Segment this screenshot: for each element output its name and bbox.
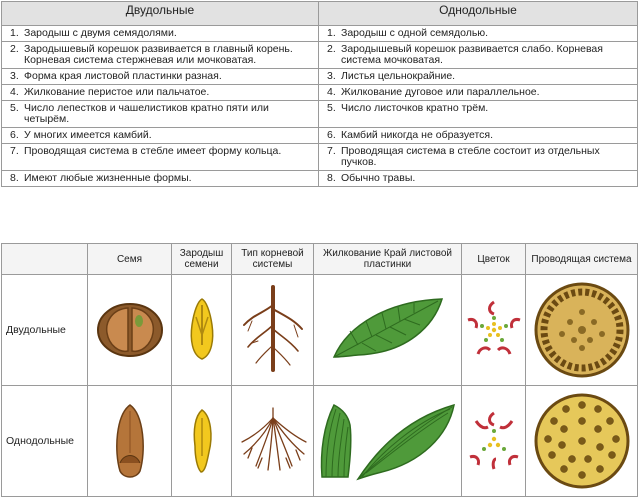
monocot-header: Однодольные [319, 2, 638, 26]
feature-number: 2. [10, 43, 19, 55]
col-seed: Семя [88, 244, 172, 275]
feature-number: 2. [327, 43, 336, 55]
comparison-row [2, 85, 638, 101]
monocot-flower-diagram [462, 409, 526, 473]
taproot-image [238, 285, 308, 375]
monocot-feature-cell [319, 85, 638, 101]
col-vascular-system: Проводящая система [526, 244, 638, 275]
monocot-feature-cell [319, 171, 638, 187]
feature-number: 8. [327, 172, 336, 184]
feature-number: 7. [327, 145, 336, 157]
dicot-embryo-cell [172, 275, 232, 386]
dicot-leaf-cell [314, 275, 462, 386]
monocot-feature-text: Жилкование дуговое или параллельное. [341, 86, 540, 98]
col-flower: Цветок [462, 244, 526, 275]
monocot-embryo-image [187, 406, 217, 476]
dicot-feature-text: Зародыш с двумя семядолями. [24, 27, 177, 39]
monocot-row-label: Однодольные [2, 386, 88, 497]
dicot-feature-text: Число лепестков и чашелистиков кратно пяти или четырём. [24, 102, 269, 125]
monocot-feature-cell [319, 69, 638, 85]
dicot-header: Двудольные [2, 2, 319, 26]
monocot-feature-text: Камбий никогда не образуется. [341, 129, 494, 141]
monocot-feature-text: Обычно травы. [341, 172, 416, 184]
monocot-seed-image [110, 401, 150, 481]
comparison-row [2, 26, 638, 42]
comparison-row [2, 171, 638, 187]
dicot-seed-image [95, 295, 165, 365]
comparison-table [1, 1, 638, 187]
comparison-row [2, 42, 638, 69]
feature-number: 4. [327, 86, 336, 98]
feature-number: 5. [10, 102, 19, 114]
monocot-feature-cell [319, 144, 638, 171]
dicot-feature-cell [2, 26, 319, 42]
dicot-feature-text: Имеют любые жизненные формы. [24, 172, 192, 184]
dicot-feature-cell [2, 101, 319, 128]
feature-number: 3. [327, 70, 336, 82]
dicot-feature-cell [2, 85, 319, 101]
monocot-feature-cell [319, 42, 638, 69]
dicot-root-cell [232, 275, 314, 386]
feature-number: 3. [10, 70, 19, 82]
dicot-picture-row [2, 275, 638, 386]
feature-number: 5. [327, 102, 336, 114]
col-venation: Жилкование Край листовой пластинки [314, 244, 462, 275]
monocot-feature-text: Число листочков кратно трём. [341, 102, 489, 114]
dicot-feature-text: Форма края листовой пластинки разная. [24, 70, 222, 82]
fibrous-root-image [238, 406, 308, 476]
comparison-row [2, 128, 638, 144]
dicot-stem-section [532, 280, 632, 380]
dicot-row-label: Двудольные [2, 275, 88, 386]
pictures-header-row [2, 244, 638, 275]
monocot-stem-section [532, 391, 632, 491]
comparison-header-row [2, 2, 638, 26]
dicot-feature-text: У многих имеется камбий. [24, 129, 152, 141]
feature-number: 6. [327, 129, 336, 141]
comparison-row [2, 144, 638, 171]
dicot-leaf-image [328, 295, 448, 365]
dicot-feature-cell [2, 128, 319, 144]
dicot-feature-text: Проводящая система в стебле имеет форму кольца. [24, 145, 282, 157]
comparison-row [2, 69, 638, 85]
feature-number: 7. [10, 145, 19, 157]
monocot-feature-cell [319, 128, 638, 144]
feature-number: 6. [10, 129, 19, 141]
feature-number: 8. [10, 172, 19, 184]
feature-number: 4. [10, 86, 19, 98]
col-embryo: Зародыш семени [172, 244, 232, 275]
monocot-feature-cell [319, 101, 638, 128]
monocot-leaves-image [318, 401, 458, 481]
dicot-flower-cell [462, 275, 526, 386]
col-root-system: Тип корневой системы [232, 244, 314, 275]
dicot-feature-cell [2, 144, 319, 171]
dicot-flower-diagram [462, 298, 526, 362]
monocot-feature-text: Зародыш с одной семядолью. [341, 27, 489, 39]
dicot-embryo-image [182, 295, 222, 365]
dicot-feature-text: Зародышевый корешок развивается в главный корень. Корневая система стержневая или мочковатая. [24, 43, 293, 66]
dicot-vascular-cell [526, 275, 638, 386]
comparison-row [2, 101, 638, 128]
dicot-feature-cell [2, 42, 319, 69]
monocot-feature-text: Проводящая система в стебле состоит из отдельных пучков. [341, 145, 600, 168]
monocot-feature-text: Зародышевый корешок развивается слабо. Корневая система мочковатая. [341, 43, 603, 66]
monocot-feature-cell [319, 26, 638, 42]
feature-number: 1. [327, 27, 336, 39]
monocot-feature-text: Листья цельнокрайние. [341, 70, 456, 82]
pictures-table [1, 243, 638, 497]
dicot-seed-cell [88, 275, 172, 386]
corner-cell [2, 244, 88, 275]
dicot-feature-cell [2, 171, 319, 187]
dicot-feature-text: Жилкование перистое или пальчатое. [24, 86, 210, 98]
dicot-feature-cell [2, 69, 319, 85]
feature-number: 1. [10, 27, 19, 39]
